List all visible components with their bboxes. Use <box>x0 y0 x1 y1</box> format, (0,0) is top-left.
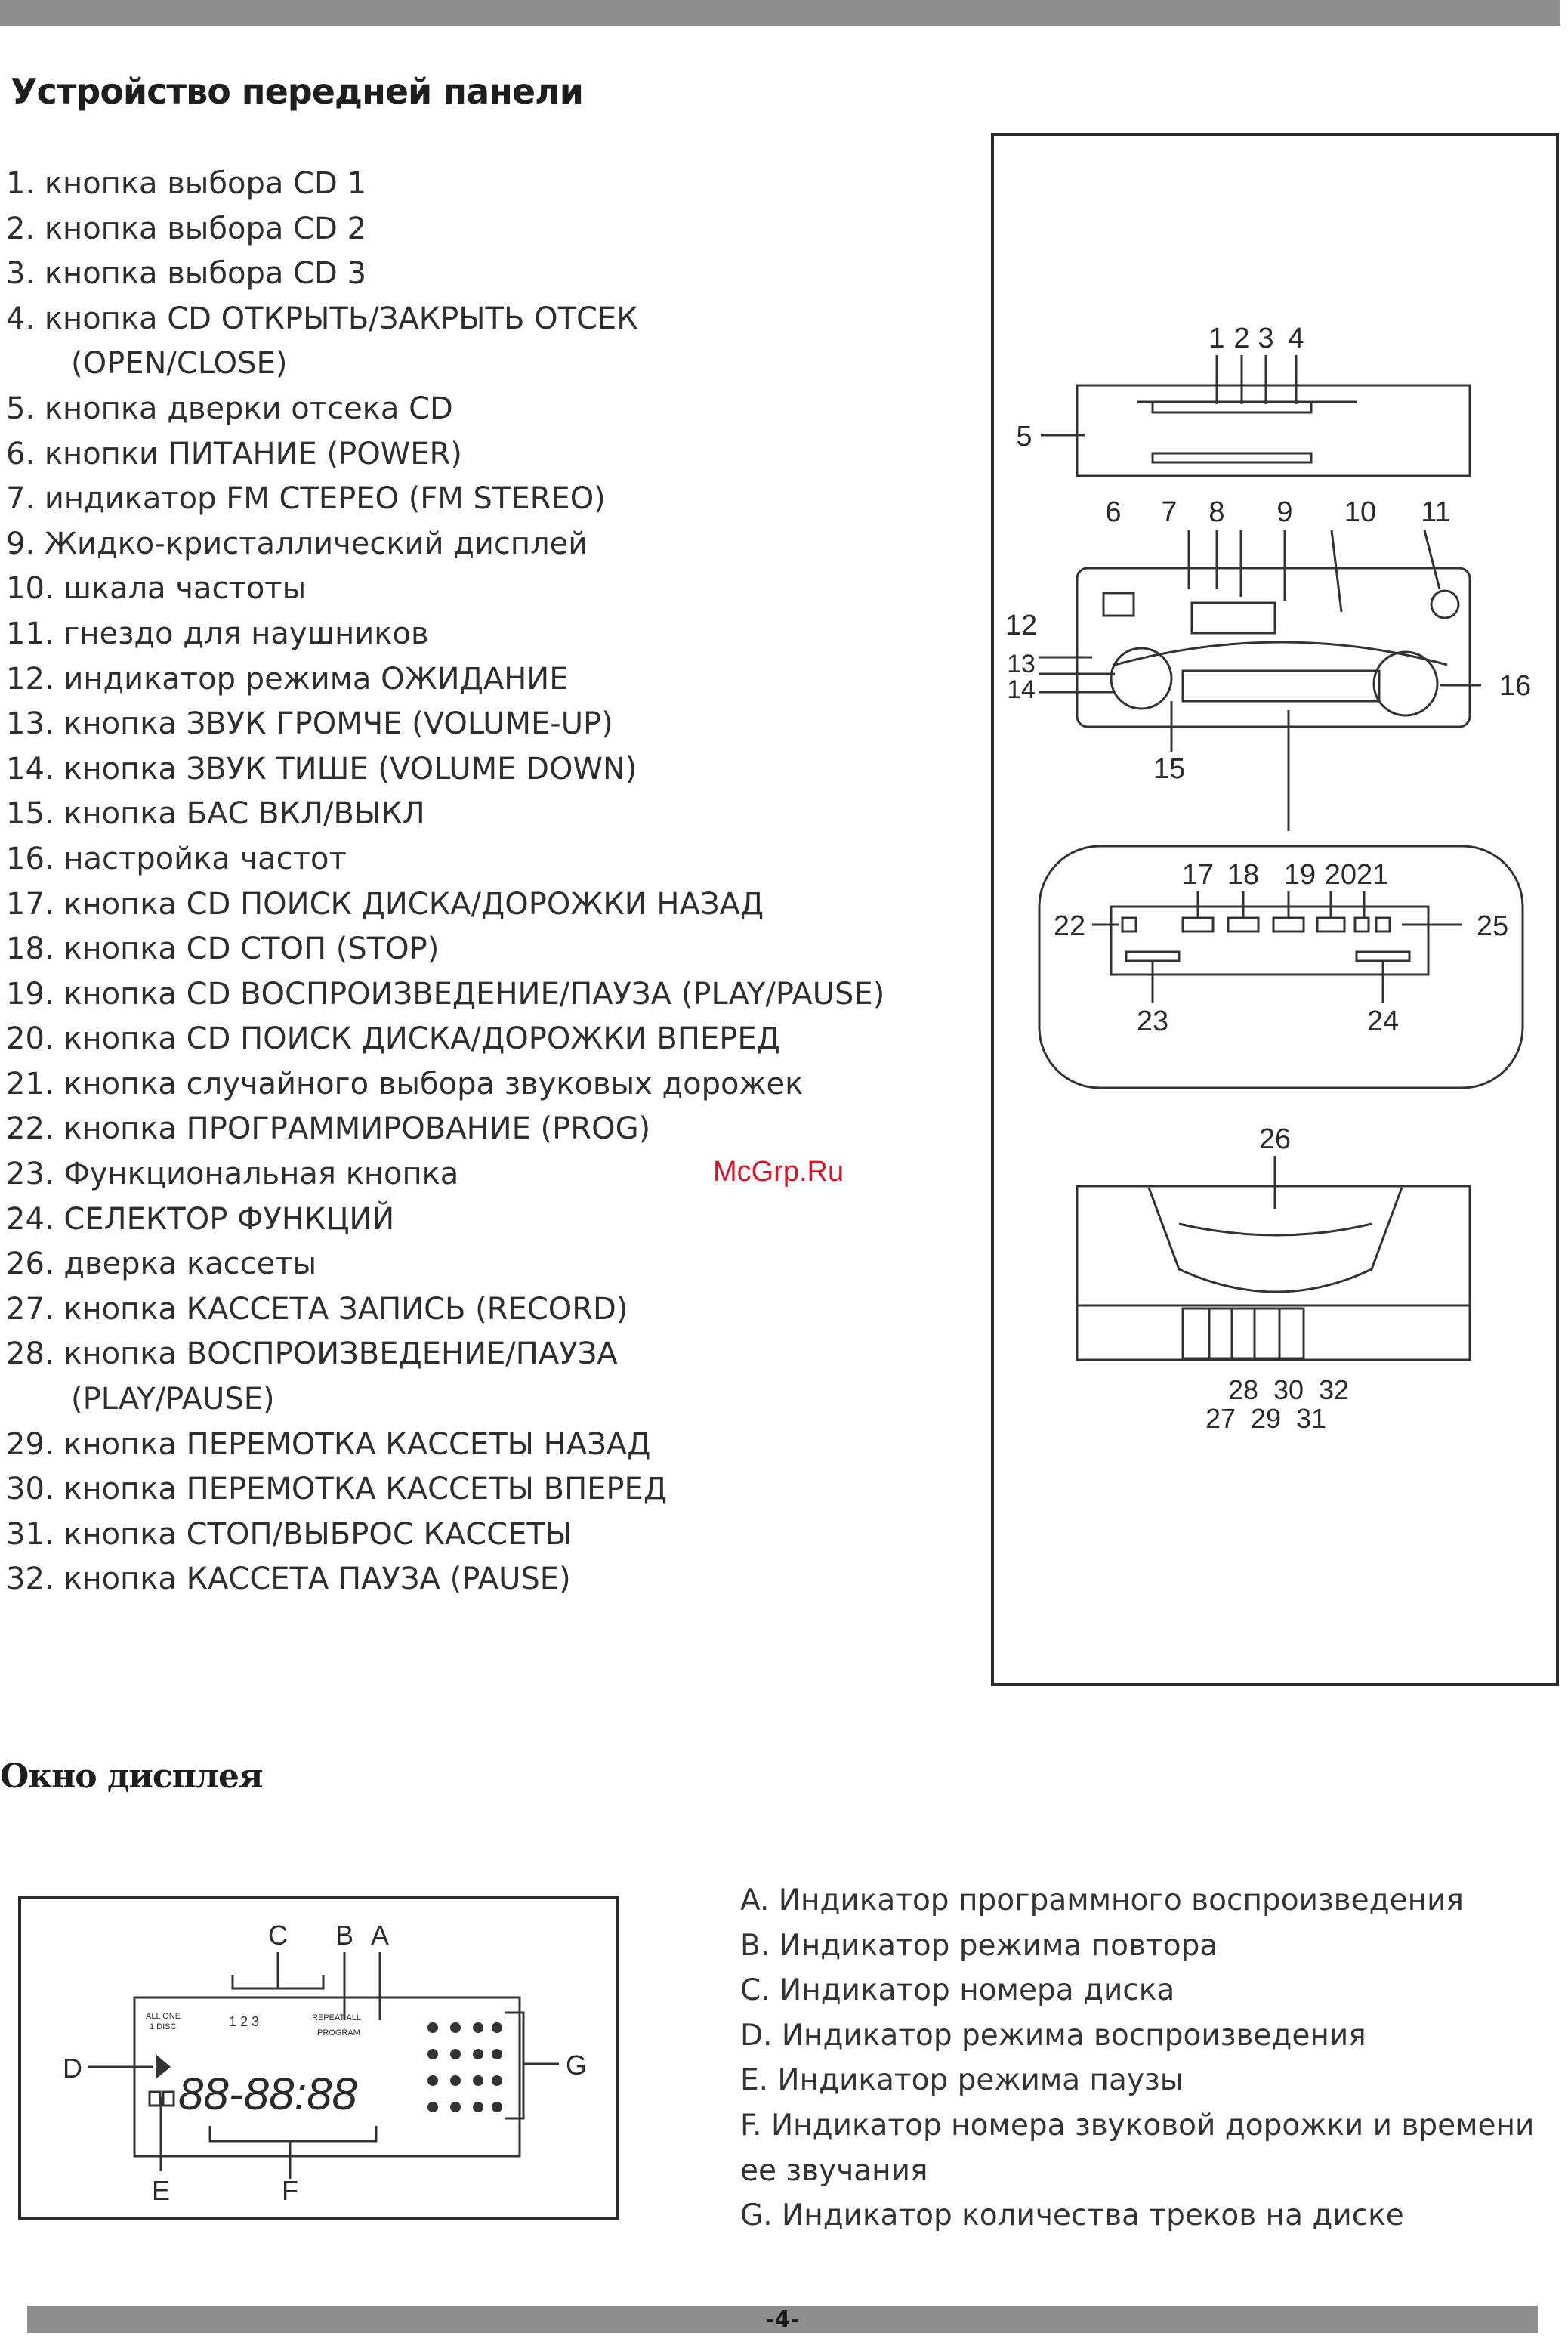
label-E: E <box>151 2175 171 2206</box>
list-item: 24. СЕЛЕКТОР ФУНКЦИЙ <box>6 1201 395 1237</box>
callout-26: 26 <box>1258 1123 1292 1155</box>
callout-4: 4 <box>1288 323 1304 354</box>
display-window-diagram <box>18 1896 619 2220</box>
front-panel-parts-list <box>6 162 980 1602</box>
list-item: 6. кнопки ПИТАНИЕ (POWER) <box>6 436 462 471</box>
legend-item-B: B. Индикатор режима повтора <box>740 1928 1218 1963</box>
list-item: 4. кнопка CD ОТКРЫТЬ/ЗАКРЫТЬ ОТСЕК <box>6 301 638 336</box>
list-item: 9. Жидко-кристаллический дисплей <box>6 526 588 561</box>
list-item: 14. кнопка ЗВУК ТИШЕ (VOLUME DOWN) <box>6 751 637 786</box>
callout-1: 1 <box>1208 323 1225 354</box>
callout-27: 27 <box>1205 1403 1236 1434</box>
callout-32: 32 <box>1318 1374 1350 1405</box>
callout-30: 30 <box>1273 1374 1304 1405</box>
list-item: 5. кнопка дверки отсека CD <box>6 391 453 426</box>
section-title-front-panel: Устройство передней панели <box>11 71 584 112</box>
callout-7: 7 <box>1161 496 1178 528</box>
list-item: 3. кнопка выбора CD 3 <box>6 256 367 292</box>
lcd-text-program: PROGRAM <box>317 2028 360 2038</box>
callout-6: 6 <box>1105 496 1122 528</box>
legend-item-F: F. Индикатор номера звуковой дорожки и времени ее звучания <box>740 2108 1535 2188</box>
lcd-text-1-disc: 1 DISC <box>150 2022 177 2031</box>
list-item: 19. кнопка CD ВОСПРОИЗВЕДЕНИЕ/ПАУЗА (PLAY/PAUSE) <box>6 976 885 1012</box>
section-title-display-window: Окно дисплея <box>0 1757 263 1796</box>
label-G: G <box>565 2050 588 2081</box>
callout-29: 29 <box>1250 1403 1282 1434</box>
callout-16: 16 <box>1499 670 1532 702</box>
legend-item-D: D. Индикатор режима воспроизведения <box>740 2018 1366 2053</box>
list-item: 18. кнопка CD СТОП (STOP) <box>6 932 440 967</box>
bottom-bar <box>27 2306 1538 2333</box>
callout-13: 13 <box>1007 650 1036 678</box>
list-item: 11. гнездо для наушников <box>6 616 429 651</box>
callout-9: 9 <box>1276 496 1293 528</box>
list-item: 12. индикатор режима ОЖИДАНИЕ <box>6 661 569 697</box>
callout-5: 5 <box>1016 421 1032 453</box>
top-bar <box>0 0 1560 26</box>
label-A: A <box>370 1920 390 1951</box>
callout-11: 11 <box>1421 496 1451 528</box>
callout-2: 2 <box>1233 323 1250 354</box>
callout-2021: 2021 <box>1324 859 1389 891</box>
list-item: 20. кнопка CD ПОИСК ДИСКА/ДОРОЖКИ ВПЕРЕД <box>6 1021 780 1057</box>
front-panel-diagram <box>991 133 1559 1686</box>
list-item: 28. кнопка ВОСПРОИЗВЕДЕНИЕ/ПАУЗА <box>6 1336 618 1372</box>
list-item: 7. индикатор FM СТЕРЕО (FM STEREO) <box>6 481 606 517</box>
list-item: (PLAY/PAUSE) <box>71 1382 275 1417</box>
list-item: 16. настройка частот <box>6 841 347 876</box>
label-D: D <box>63 2053 82 2084</box>
label-F: F <box>282 2175 298 2206</box>
lcd-display-outline <box>1192 603 1275 633</box>
callout-24: 24 <box>1366 1006 1400 1037</box>
list-item: 15. кнопка БАС ВКЛ/ВЫКЛ <box>6 796 425 832</box>
callout-31: 31 <box>1295 1403 1327 1434</box>
list-item: 31. кнопка СТОП/ВЫБРОС КАССЕТЫ <box>6 1516 573 1552</box>
legend-item-E: E. Индикатор режима паузы <box>740 2063 1184 2098</box>
display-window-drawing <box>21 1899 616 2217</box>
list-item: 22. кнопка ПРОГРАММИРОВАНИЕ (PROG) <box>6 1111 651 1147</box>
callout-15: 15 <box>1153 753 1186 785</box>
callout-14: 14 <box>1007 675 1036 704</box>
label-C: C <box>268 1920 288 1951</box>
callout-19: 19 <box>1283 859 1316 891</box>
legend-item-C: C. Индикатор номера диска <box>740 1973 1175 2008</box>
display-legend-list <box>740 1878 1548 2238</box>
legend-item-A: A. Индикатор программного воспроизведения <box>740 1883 1464 1917</box>
list-item: 30. кнопка ПЕРЕМОТКА КАССЕТЫ ВПЕРЕД <box>6 1472 668 1507</box>
list-item: 17. кнопка CD ПОИСК ДИСКА/ДОРОЖКИ НАЗАД <box>6 886 764 922</box>
list-item: 21. кнопка случайного выбора звуковых дорожек <box>6 1066 804 1101</box>
list-item: 27. кнопка КАССЕТА ЗАПИСЬ (RECORD) <box>6 1291 628 1327</box>
main-unit <box>1077 568 1470 727</box>
list-item: 23. Функциональная кнопка <box>6 1157 459 1192</box>
callout-22: 22 <box>1053 910 1086 942</box>
page-number: -4- <box>765 2306 800 2333</box>
callout-23: 23 <box>1136 1006 1169 1037</box>
list-item: 29. кнопка ПЕРЕМОТКА КАССЕТЫ НАЗАД <box>6 1426 651 1462</box>
front-panel-drawing <box>994 136 1556 1683</box>
callout-3: 3 <box>1258 323 1274 354</box>
callout-8: 8 <box>1208 496 1225 528</box>
callout-25: 25 <box>1476 910 1509 942</box>
list-item: (OPEN/CLOSE) <box>71 346 288 382</box>
cassette-unit <box>1077 1186 1470 1360</box>
legend-item-G: G. Индикатор количества треков на диске <box>740 2198 1404 2233</box>
callout-28: 28 <box>1227 1374 1259 1405</box>
list-item: 2. кнопка выбора CD 2 <box>6 211 367 246</box>
watermark: McGrp.Ru <box>713 1156 844 1188</box>
callout-18: 18 <box>1227 859 1260 891</box>
track-count-grid <box>427 2022 502 2112</box>
lcd-text-all-one: ALL ONE <box>146 2012 181 2021</box>
callout-17: 17 <box>1181 859 1215 891</box>
list-item: 26. дверка кассеты <box>6 1247 317 1282</box>
lcd-disc-numbers: 1 2 3 <box>229 2014 260 2029</box>
label-B: B <box>335 1920 354 1951</box>
list-item: 32. кнопка КАССЕТА ПАУЗА (PAUSE) <box>6 1562 571 1597</box>
list-item: 10. шкала частоты <box>6 571 307 607</box>
list-item: 13. кнопка ЗВУК ГРОМЧЕ (VOLUME-UP) <box>6 706 613 742</box>
callout-12: 12 <box>1005 610 1038 641</box>
lcd-text-repeat-all: REPEAT ALL <box>312 2013 362 2022</box>
lcd-time-digits: 88-88:88 <box>178 2068 357 2119</box>
callout-10: 10 <box>1344 496 1377 528</box>
list-item: 1. кнопка выбора CD 1 <box>6 166 367 201</box>
